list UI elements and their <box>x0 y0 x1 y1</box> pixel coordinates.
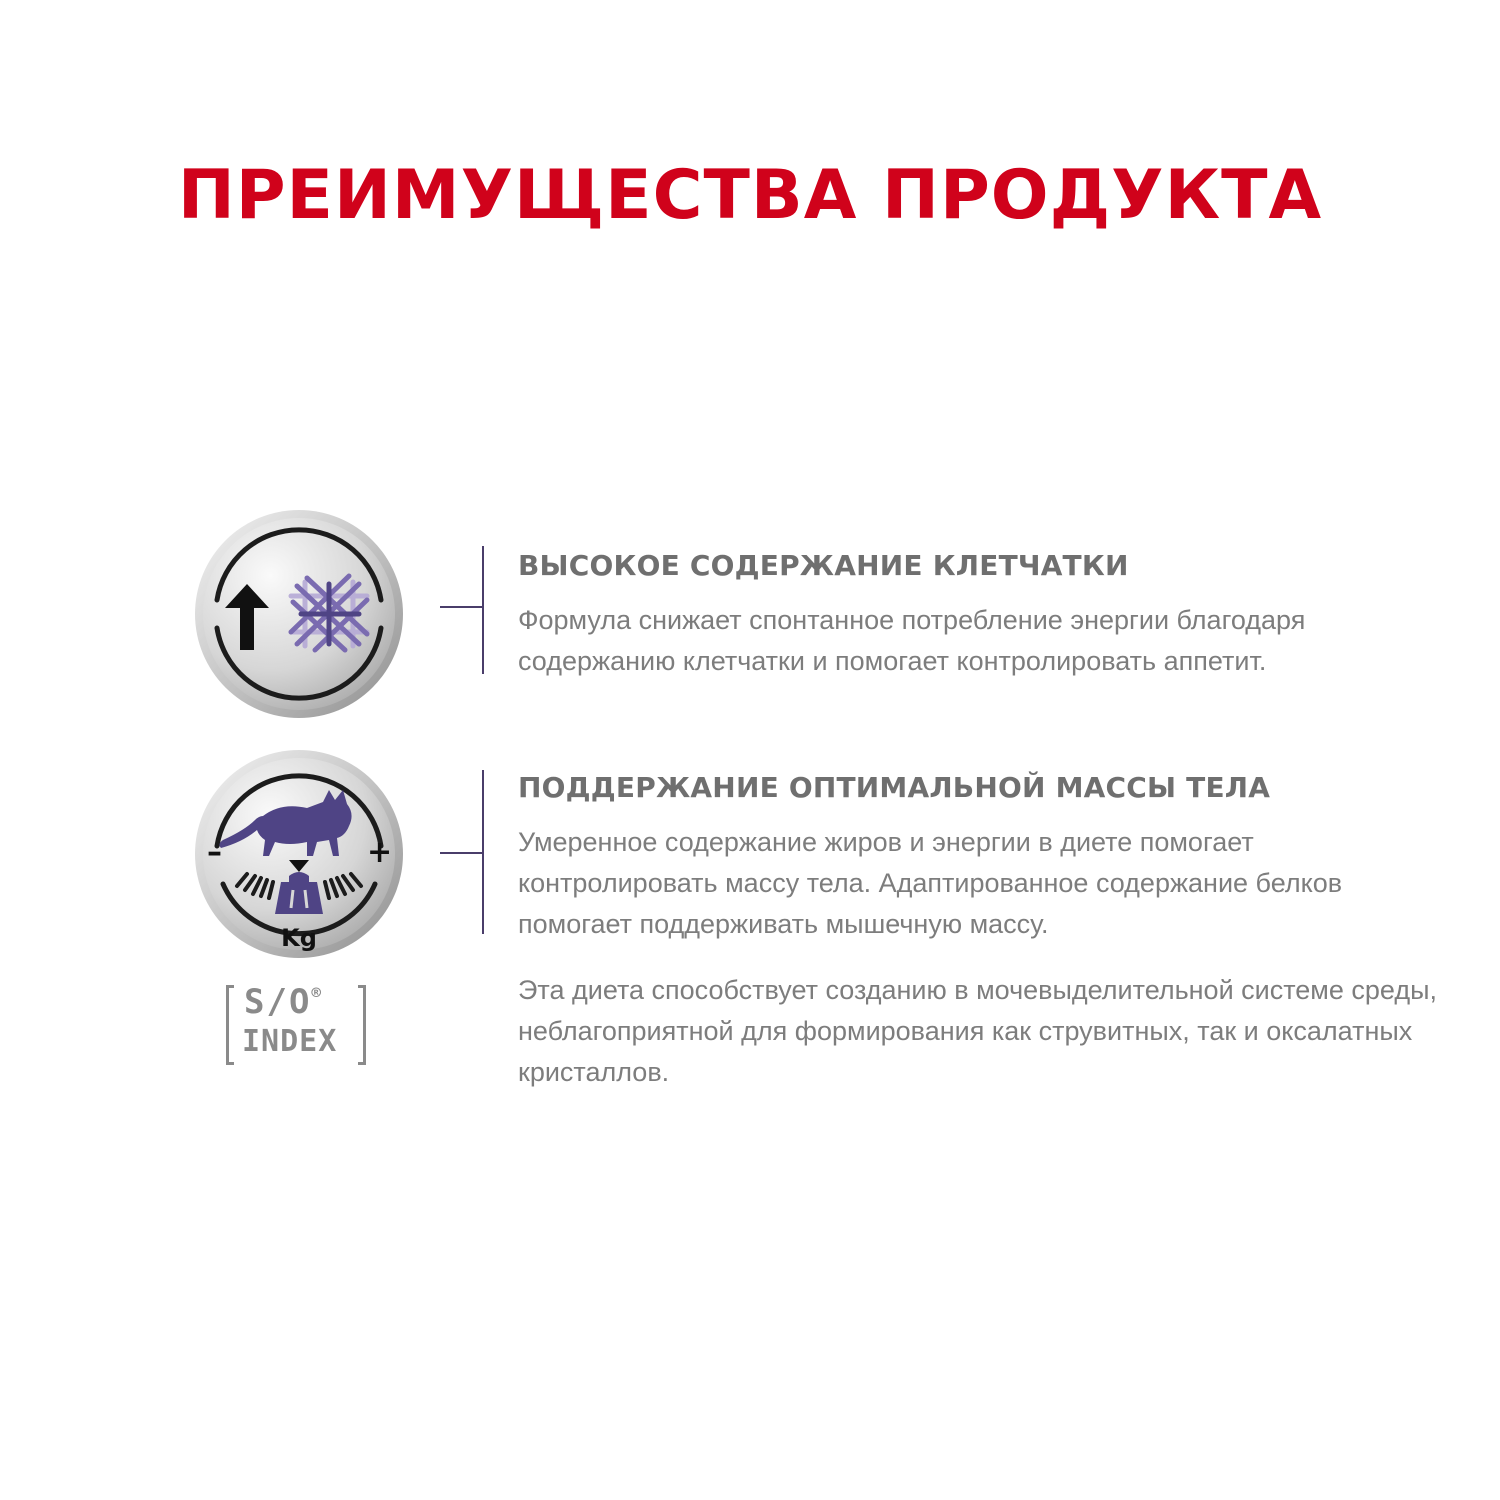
minus-icon: – <box>207 835 222 870</box>
connector-line <box>440 852 484 854</box>
so-index-logo <box>226 982 366 1069</box>
feature-body-weight: Умеренное содержание жиров и энергии в диете помогает контролировать массу тела. Адаптированное содержание белков помогает поддерживать мышечную массу. <box>518 827 1343 939</box>
bracket-left <box>226 985 234 1065</box>
so-index-description: Эта диета способствует созданию в мочевыделительной системе среды, неблагоприятной для формирования как струвитных, так и оксалатных кристаллов. <box>518 975 1437 1087</box>
page-title: ПРЕИМУЩЕСТВА ПРОДУКТА <box>177 156 1323 235</box>
fiber-increase-icon <box>189 504 409 724</box>
feature-body-fiber: Формула снижает спонтанное потребление энергии благодаря содержанию клетчатки и помогает контролировать аппетит. <box>518 605 1306 676</box>
kg-label: Kg <box>281 924 317 952</box>
so-index-line1: S/O® <box>244 982 322 1022</box>
feature-heading-fiber: ВЫСОКОЕ СОДЕРЖАНИЕ КЛЕТЧАТКИ <box>518 549 1129 582</box>
connector-line <box>440 606 484 608</box>
so-index-line2: INDEX <box>242 1024 338 1059</box>
divider-bar <box>482 770 484 934</box>
plus-icon: + <box>367 835 393 870</box>
feature-heading-weight: ПОДДЕРЖАНИЕ ОПТИМАЛЬНОЙ МАССЫ ТЕЛА <box>518 771 1271 804</box>
divider-bar <box>482 546 484 674</box>
bracket-right <box>358 985 366 1065</box>
weight-control-cat-icon <box>189 744 409 964</box>
